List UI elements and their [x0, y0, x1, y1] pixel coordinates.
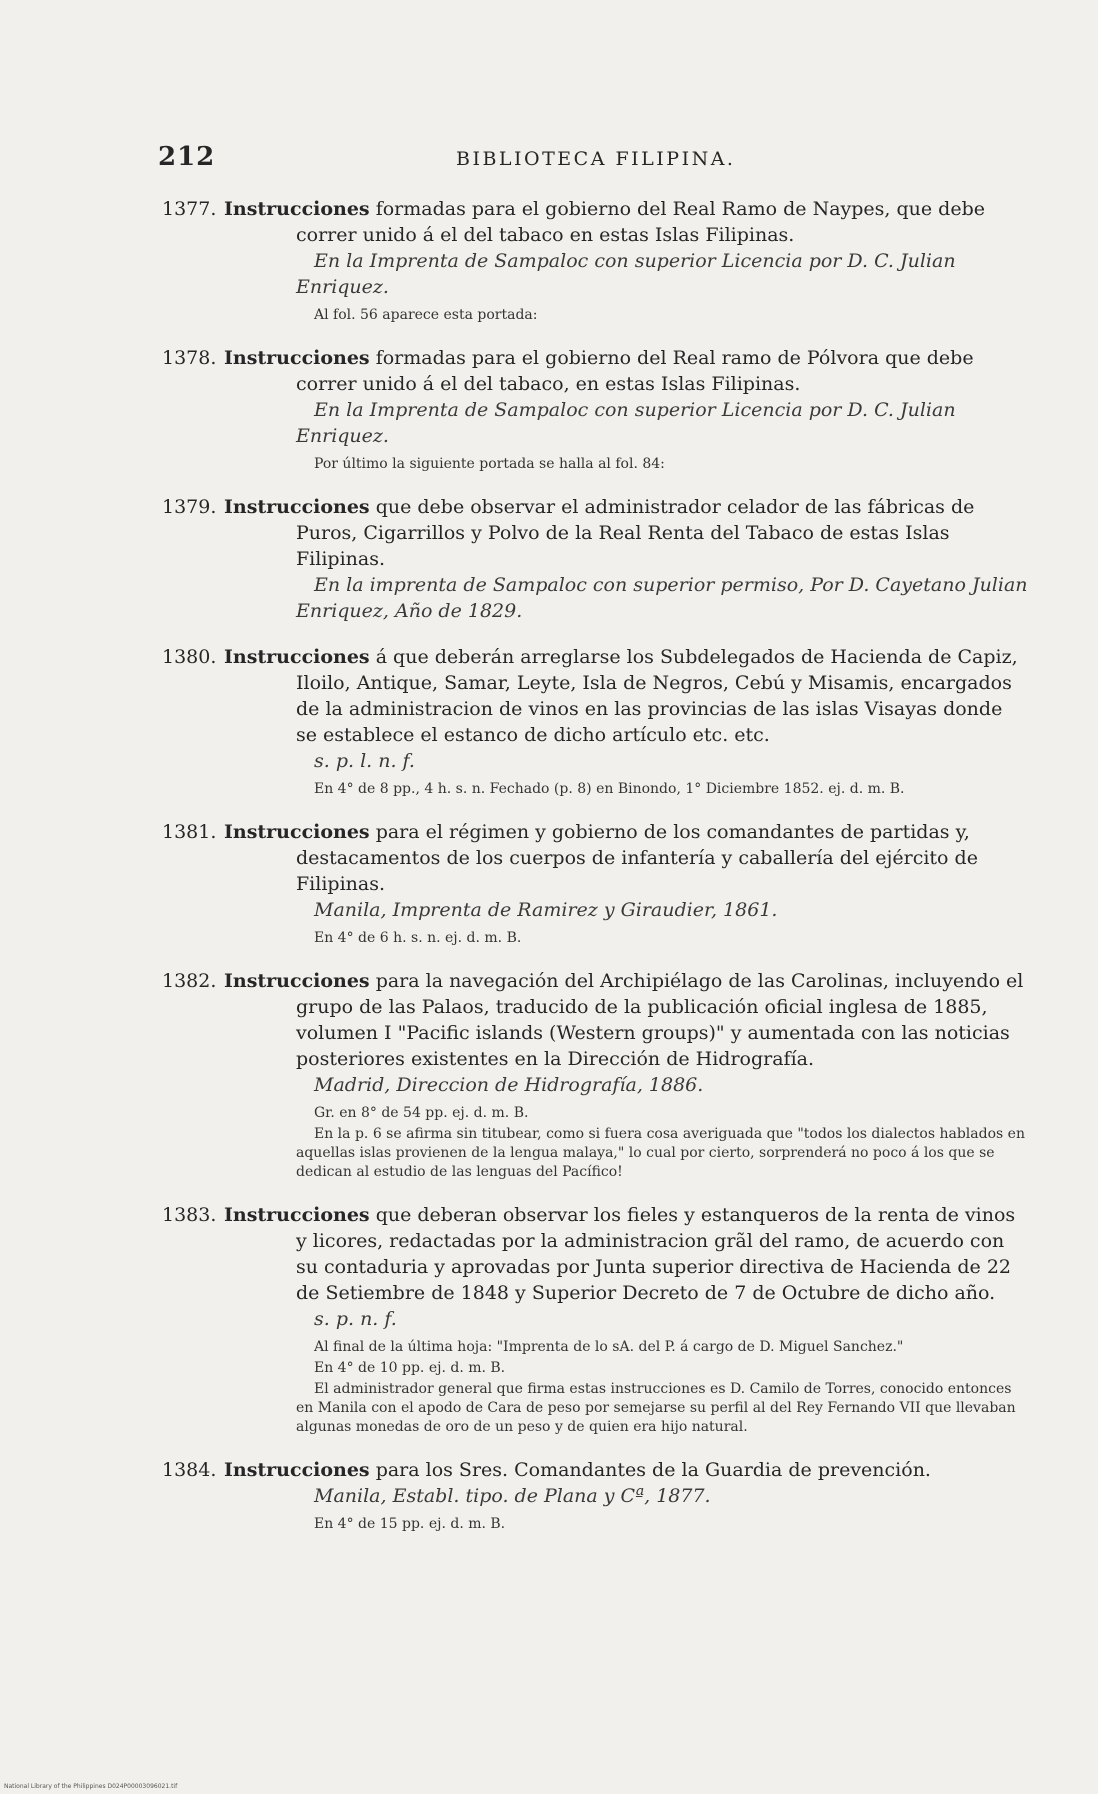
entry-imprint: s. p. n. f.	[314, 1308, 397, 1330]
entry-description: para los Sres. Comandantes de la Guardia de prevención.	[375, 1459, 931, 1481]
entry-note: El administrador general que firma estas instrucciones es D. Camilo de Torres, conocido entonces en Manila con el apodo de Cara de peso por semejarse su perfil al del Rey Fernando VII que llevaban algunas monedas de oro de un peso y de quien era hijo natural.	[296, 1381, 1016, 1435]
entry-keyword: Instrucciones	[224, 347, 370, 369]
running-title: BIBLIOTECA FILIPINA.	[456, 148, 736, 170]
entry-note: Gr. en 8° de 54 pp. ej. d. m. B.	[314, 1105, 529, 1121]
entry-note: En 4° de 6 h. s. n. ej. d. m. B.	[314, 930, 522, 946]
entry-keyword: Instrucciones	[224, 821, 370, 843]
entry-note: Por último la siguiente portada se halla al fol. 84:	[314, 456, 665, 472]
entry-heading	[162, 1457, 1028, 1483]
bibliography-entries	[162, 196, 1028, 1554]
entry-heading	[162, 644, 1028, 748]
entry-imprint: En la imprenta de Sampaloc con superior permiso, Por D. Cayetano Julian Enriquez, Año de 1829.	[296, 574, 1028, 622]
entry-imprint: En la Imprenta de Sampaloc con superior Licencia por D. C. Julian Enriquez.	[296, 250, 956, 298]
bibliography-entry	[162, 345, 1028, 474]
page-number: 212	[158, 142, 216, 172]
entry-note: En 4° de 15 pp. ej. d. m. B.	[314, 1516, 506, 1532]
scan-credit: National Library of the Philippines D024P00003096021.tif	[4, 1783, 178, 1790]
bibliography-entry	[162, 1457, 1028, 1534]
entry-description: formadas para el gobierno del Real ramo de Pólvora que debe correr unido á el del tabaco, en estas Islas Filipinas.	[296, 347, 974, 395]
entry-imprint: Manila, Imprenta de Ramirez y Giraudier, 1861.	[314, 899, 778, 921]
bibliography-entry	[162, 644, 1028, 799]
entry-imprint: Madrid, Direccion de Hidrografía, 1886.	[314, 1074, 704, 1096]
entry-description: para la navegación del Archipiélago de las Carolinas, incluyendo el grupo de las Palaos, traducido de la publicación oficial inglesa de 1885, volumen I "Pacific islands (Western groups)" y aumentada con las noticias posteriores existentes en la Dirección de Hidrografía.	[296, 970, 1024, 1070]
entry-note: Al final de la última hoja: "Imprenta de lo sA. del P. á cargo de D. Miguel Sanchez."	[314, 1339, 904, 1355]
entry-number: 1384.	[162, 1459, 217, 1481]
entry-heading	[162, 819, 1028, 897]
entry-description: formadas para el gobierno del Real Ramo de Naypes, que debe correr unido á el del tabaco en estas Islas Filipinas.	[296, 198, 985, 246]
entry-heading	[162, 345, 1028, 397]
entry-number: 1381.	[162, 821, 217, 843]
entry-number: 1382.	[162, 970, 217, 992]
entry-number: 1379.	[162, 496, 217, 518]
bibliography-entry	[162, 196, 1028, 325]
entry-note: En 4° de 10 pp. ej. d. m. B.	[314, 1360, 506, 1376]
entry-heading	[162, 196, 1028, 248]
entry-keyword: Instrucciones	[224, 496, 370, 518]
entry-description: que deberan observar los fieles y estanqueros de la renta de vinos y licores, redactadas por la administracion grãl del ramo, de acuerdo con su contaduria y aprovadas por Junta superior directiva de Hacienda de 22 de Setiembre de 1848 y Superior Decreto de 7 de Octubre de dicho año.	[296, 1204, 1016, 1304]
entry-note: En 4° de 8 pp., 4 h. s. n. Fechado (p. 8) en Binondo, 1° Diciembre 1852. ej. d. m. B.	[314, 781, 905, 797]
entry-heading	[162, 1202, 1028, 1306]
entry-keyword: Instrucciones	[224, 646, 370, 668]
entry-number: 1377.	[162, 198, 217, 220]
entry-heading	[162, 494, 1028, 572]
bibliography-entry	[162, 819, 1028, 948]
entry-imprint: s. p. l. n. f.	[314, 750, 415, 772]
bibliography-entry	[162, 968, 1028, 1182]
entry-description: que debe observar el administrador celador de las fábricas de Puros, Cigarrillos y Polvo de la Real Renta del Tabaco de estas Islas Filipinas.	[296, 496, 975, 570]
bibliography-entry	[162, 1202, 1028, 1437]
entry-description: para el régimen y gobierno de los comandantes de partidas y, destacamentos de los cuerpos de infantería y caballería del ejército de Filipinas.	[296, 821, 978, 895]
entry-keyword: Instrucciones	[224, 1459, 370, 1481]
entry-keyword: Instrucciones	[224, 1204, 370, 1226]
entry-imprint: Manila, Establ. tipo. de Plana y Cª, 1877.	[314, 1485, 711, 1507]
page-header	[158, 142, 1028, 178]
entry-number: 1380.	[162, 646, 217, 668]
entry-number: 1383.	[162, 1204, 217, 1226]
entry-note: Al fol. 56 aparece esta portada:	[314, 307, 538, 323]
entry-heading	[162, 968, 1028, 1072]
entry-note: En la p. 6 se afirma sin titubear, como si fuera cosa averiguada que "todos los dialectos hablados en aquellas islas provienen de la lengua malaya," lo cual por cierto, sorprenderá no poco á los que se dedican al estudio de las lenguas del Pacífico!	[296, 1126, 1025, 1180]
entry-imprint: En la Imprenta de Sampaloc con superior Licencia por D. C. Julian Enriquez.	[296, 399, 956, 447]
entry-keyword: Instrucciones	[224, 198, 370, 220]
entry-keyword: Instrucciones	[224, 970, 370, 992]
bibliography-entry	[162, 494, 1028, 624]
entry-description: á que deberán arreglarse los Subdelegados de Hacienda de Capiz, Iloilo, Antique, Samar, Leyte, Isla de Negros, Cebú y Misamis, encargados de la administracion de vinos en las provincias de las islas Visayas donde se establece el estanco de dicho artículo etc. etc.	[296, 646, 1018, 746]
entry-number: 1378.	[162, 347, 217, 369]
